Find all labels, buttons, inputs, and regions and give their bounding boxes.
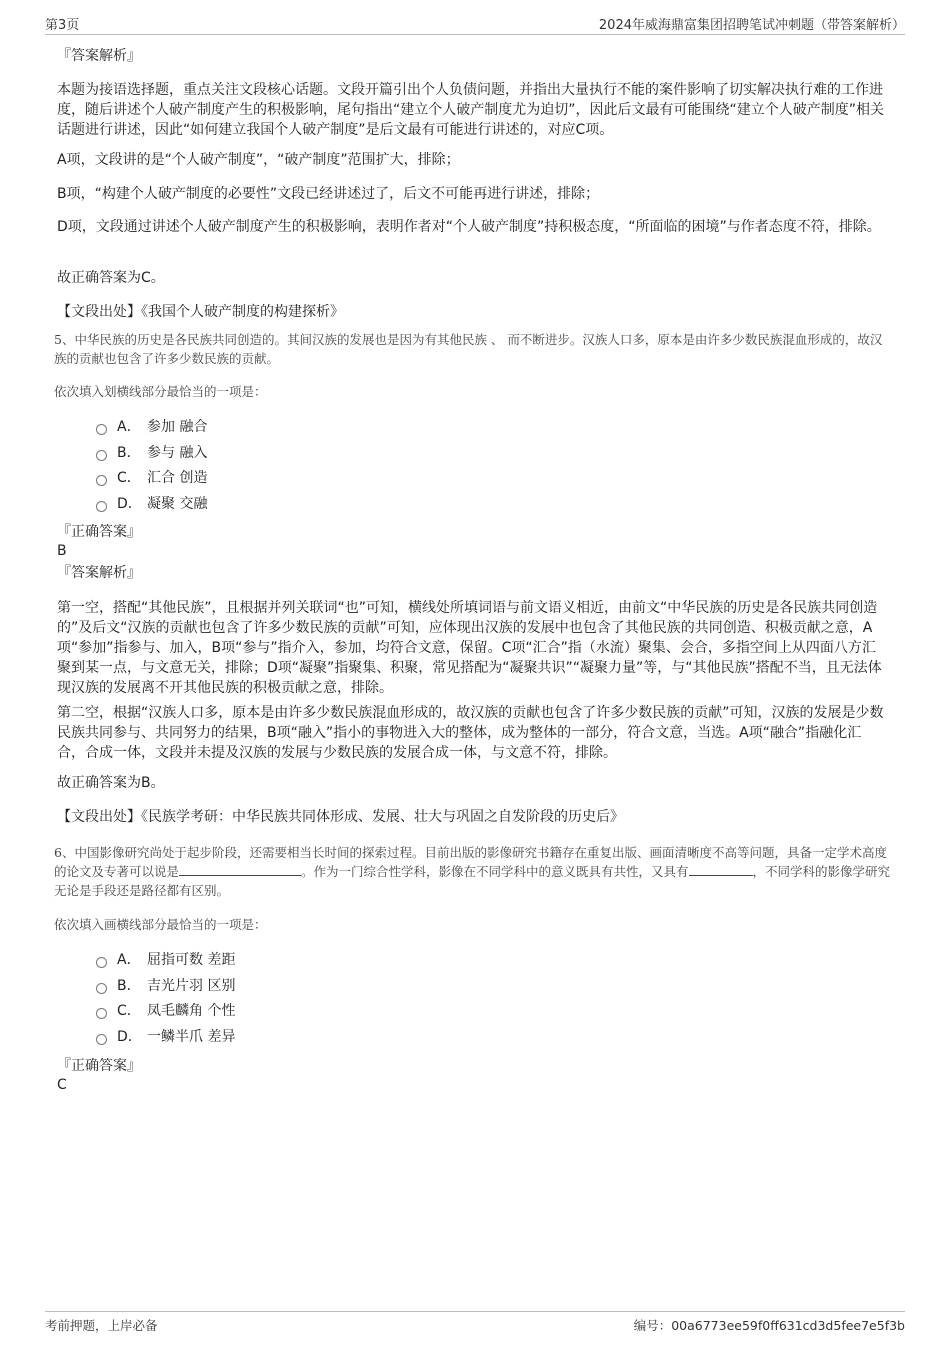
q6-answer-label: 『正确答案』	[57, 1058, 141, 1074]
radio-button-icon[interactable]	[96, 1034, 107, 1045]
q6-stem-part-1: 6、中国影像研究尚处于起步阶段，还需要相当长时间的探索过程。目前出版的影像研究书籍存在重复出版、画面清晰度不高等问题，具备一定学术高度的论文及专著可以说是	[54, 845, 887, 879]
option-letter: A．	[117, 952, 141, 968]
radio-button-icon[interactable]	[96, 983, 107, 994]
radio-button-icon[interactable]	[96, 1008, 107, 1019]
radio-button-icon[interactable]	[96, 957, 107, 968]
page-number: 第3页	[45, 18, 80, 33]
q6-stem	[54, 843, 894, 900]
option-text: 凤毛麟角 个性	[147, 1003, 236, 1019]
document-id: 编号：00a6773ee59f0ff631cd3d5fee7e5f3b	[633, 1318, 905, 1333]
q5-analysis-paragraph-2: 第二空，根据“汉族人口多，原本是由许多少数民族混血形成的，故汉族的贡献也包含了许多少数民族的贡献”可知，汉族的发展是少数民族共同参与、共同努力的结果，B项“融入”指小的事物进入大的整体，成为整体的一部分，符合文意，当选。A项“融合”指融化汇合，合成一体，文段并未提及汉族的发展与少数民族的发展合成一体，与文意不符，排除。	[57, 705, 884, 761]
option-text: 凝聚 交融	[147, 496, 208, 512]
q5-answer-label: 『正确答案』	[57, 524, 141, 540]
q5-option-a[interactable]	[96, 416, 207, 438]
option-letter: C．	[117, 470, 141, 486]
option-letter: D．	[117, 1029, 142, 1045]
q5-option-c[interactable]	[96, 467, 207, 489]
radio-button-icon[interactable]	[96, 424, 107, 435]
option-text: 汇合 创造	[147, 470, 208, 486]
q5-option-b[interactable]	[96, 442, 207, 464]
option-letter: B．	[117, 978, 141, 994]
q4-analysis-paragraph-1: 本题为接语选择题，重点关注文段核心话题。文段开篇引出个人负债问题，并指出大量执行不能的案件影响了切实解决执行难的工作进度，随后讲述个人破产制度产生的积极影响，尾句指出“建立个人破产制度尤为迫切”，因此后文最有可能围绕“建立个人破产制度”相关话题进行讲述，因此“如何建立我国个人破产制度”是后文最有可能进行讲述的，对应C项。	[57, 82, 885, 138]
q4-analysis-paragraph-3: B项，“构建个人破产制度的必要性”文段已经讲述过了，后文不可能再进行讲述，排除；	[57, 186, 600, 202]
q5-analysis-label: 『答案解析』	[57, 565, 141, 581]
q5-instruction: 依次填入划横线部分最恰当的一项是：	[54, 384, 267, 399]
q6-instruction: 依次填入画横线部分最恰当的一项是：	[54, 917, 267, 932]
q5-analysis-paragraph-1: 第一空，搭配“其他民族”，且根据并列关联词“也”可知，横线处所填词语与前文语义相近，由前文“中华民族的历史是各民族共同创造的”及后文“汉族的贡献也包含了许多少数民族的贡献”可知，应体现出汉族的发展中也包含了其他民族的共同创造、积极贡献之意，A项“参加”指参与、加入，B项“参与”指介入，参加，均符合文意，保留。C项“汇合”指（水流）聚集、会合，多指空间上从四面八方汇聚到某一点，与文意无关，排除；D项“凝聚”指聚集、积聚，常见搭配为“凝聚共识”“凝聚力量”等，与“其他民族”搭配不当，且无法体现汉族的发展离不开其他民族的积极贡献之意，排除。	[57, 600, 882, 696]
q6-stem-part-3: ，不同学科的影像学研究无论是手段还是路径都有区别。	[54, 864, 891, 898]
page-footer	[45, 1311, 905, 1336]
option-text: 参与 融入	[147, 445, 208, 461]
q5-option-d[interactable]	[96, 493, 207, 515]
q4-analysis-paragraph-2: A项，文段讲的是“个人破产制度”，“破产制度”范围扩大，排除；	[57, 152, 460, 168]
q5-conclusion: 故正确答案为B。	[57, 775, 165, 791]
radio-button-icon[interactable]	[96, 450, 107, 461]
option-letter: C．	[117, 1003, 141, 1019]
q4-analysis-label: 『答案解析』	[57, 48, 141, 64]
option-text: 吉光片羽 区别	[147, 978, 236, 994]
q6-option-a[interactable]	[96, 949, 235, 971]
q4-source: 【文段出处】《我国个人破产制度的构建探析》	[57, 304, 344, 320]
option-text: 参加 融合	[147, 419, 208, 435]
radio-button-icon[interactable]	[96, 475, 107, 486]
option-letter: B．	[117, 445, 141, 461]
q4-conclusion: 故正确答案为C。	[57, 270, 165, 286]
fill-blank-2	[689, 862, 753, 876]
q5-answer: B	[57, 543, 67, 559]
page-header	[45, 14, 905, 35]
option-letter: A．	[117, 419, 141, 435]
fill-blank-1	[179, 862, 301, 876]
q5-stem: 5、中华民族的历史是各民族共同创造的。其间汉族的发展也是因为有其他民族 、 而不断进步。汉族人口多，原本是由许多少数民族混血形成的，故汉族的贡献也包含了许多少数民族的贡献。	[54, 332, 883, 366]
q6-option-c[interactable]	[96, 1000, 235, 1022]
q6-option-b[interactable]	[96, 975, 235, 997]
option-text: 屈指可数 差距	[147, 952, 236, 968]
option-letter: D．	[117, 496, 142, 512]
q4-analysis-paragraph-4: D项，文段通过讲述个人破产制度产生的积极影响，表明作者对“个人破产制度”持积极态度，“所面临的困境”与作者态度不符，排除。	[57, 219, 881, 235]
radio-button-icon[interactable]	[96, 501, 107, 512]
q6-stem-part-2: 。作为一门综合性学科，影像在不同学科中的意义既具有共性，又具有	[301, 864, 689, 879]
document-title: 2024年威海鼎富集团招聘笔试冲刺题（带答案解析）	[598, 18, 905, 33]
footer-slogan: 考前押题，上岸必备	[45, 1318, 158, 1333]
q5-source: 【文段出处】《民族学考研：中华民族共同体形成、发展、壮大与巩固之自发阶段的历史后》	[57, 809, 624, 825]
option-text: 一鳞半爪 差异	[147, 1029, 236, 1045]
q6-answer: C	[57, 1077, 67, 1093]
q6-option-d[interactable]	[96, 1026, 235, 1048]
